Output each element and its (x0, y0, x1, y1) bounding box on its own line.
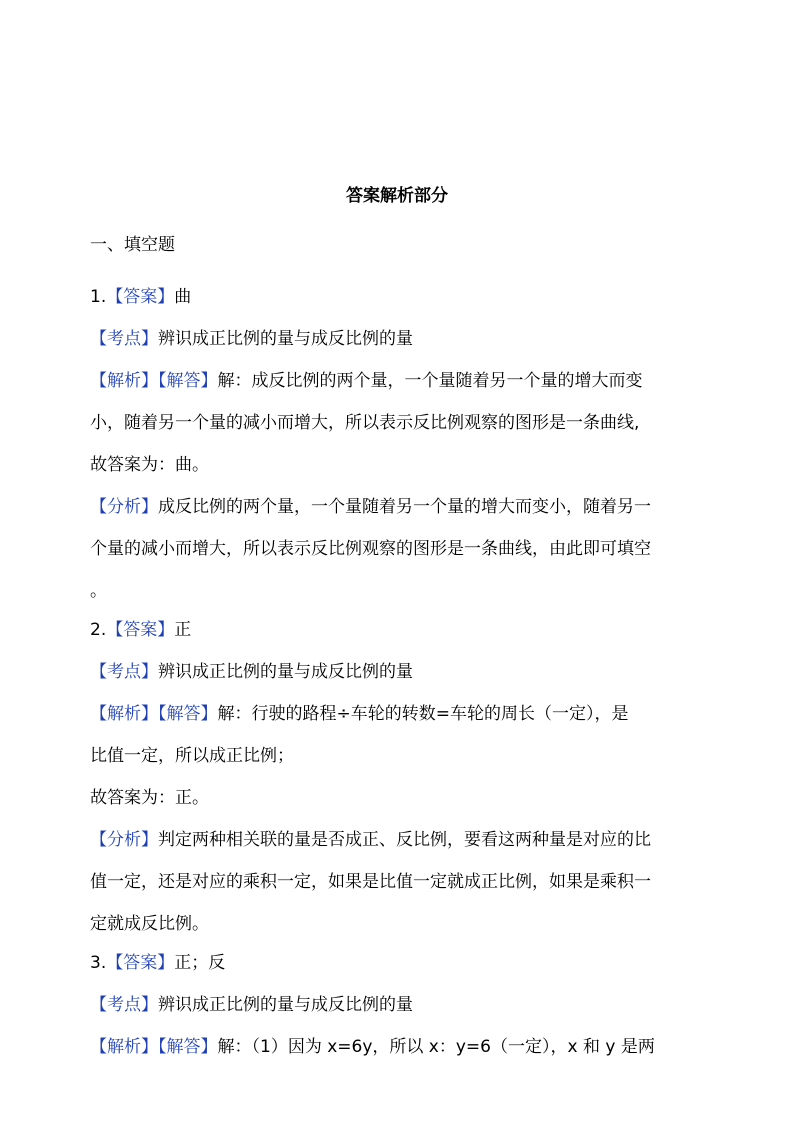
q1-number: 1. (90, 287, 107, 307)
answer-tag: 【答案】 (106, 953, 175, 973)
q1-fenxi-line-3: 。 (90, 581, 107, 601)
analysis-tag: 【解析】 (90, 1037, 158, 1057)
q1-answer-line (90, 284, 710, 310)
solution-tag: 【解答】 (158, 1037, 218, 1057)
q2-answer-line (90, 617, 710, 643)
q3-number: 3. (90, 953, 107, 973)
point-tag: 【考点】 (90, 995, 158, 1015)
q2-point: 辨识成正比例的量与成反比例的量 (158, 662, 413, 682)
q1-answer: 曲 (174, 287, 192, 307)
q2-fenxi-line-1 (90, 827, 710, 853)
q1-analysis-line-1 (90, 368, 710, 394)
q2-point-line (90, 659, 710, 685)
solution-tag: 【解答】 (158, 371, 218, 391)
q2-analysis-text-1: 解：行驶的路程÷车轮的转数=车轮的周长（一定），是 (217, 704, 629, 724)
q1-analysis-line-2: 小，随着另一个量的减小而增大，所以表示反比例观察的图形是一条曲线, (90, 413, 640, 433)
q1-analysis-line-3: 故答案为：曲。 (90, 455, 209, 475)
q1-fenxi-text-1: 成反比例的两个量，一个量随着另一个量的增大而变小，随着另一 (158, 497, 651, 517)
analysis-tag: 【解析】 (90, 704, 158, 724)
section-title: 一、填空题 (90, 235, 175, 255)
q3-answer-line (90, 950, 710, 976)
fenxi-tag: 【分析】 (90, 830, 158, 850)
answer-tag: 【答案】 (106, 287, 175, 307)
point-tag: 【考点】 (90, 662, 158, 682)
fenxi-tag: 【分析】 (90, 497, 158, 517)
q2-number: 2. (90, 620, 107, 640)
page-title: 答案解析部分 (346, 186, 448, 206)
q3-point-line (90, 992, 710, 1018)
q3-answer: 正；反 (174, 953, 226, 973)
point-tag: 【考点】 (90, 329, 158, 349)
q1-analysis-text-1: 解：成反比例的两个量，一个量随着另一个量的增大而变 (217, 371, 643, 391)
q2-analysis-line-1 (90, 701, 710, 727)
q1-point: 辨识成正比例的量与成反比例的量 (158, 329, 413, 349)
q2-analysis-line-2: 比值一定，所以成正比例； (90, 746, 294, 766)
answer-tag: 【答案】 (106, 620, 175, 640)
q3-point: 辨识成正比例的量与成反比例的量 (158, 995, 413, 1015)
q2-analysis-line-3: 故答案为：正。 (90, 788, 209, 808)
q1-fenxi-line-2: 个量的减小而增大，所以表示反比例观察的图形是一条曲线，由此即可填空 (90, 539, 651, 559)
solution-tag: 【解答】 (158, 704, 218, 724)
q2-fenxi-line-3: 定就成反比例。 (90, 914, 209, 934)
q2-fenxi-text-1: 判定两种相关联的量是否成正、反比例，要看这两种量是对应的比 (158, 830, 651, 850)
q3-analysis-line-1 (90, 1034, 710, 1060)
q2-fenxi-line-2: 值一定，还是对应的乘积一定，如果是比值一定就成正比例，如果是乘积一 (90, 872, 651, 892)
q2-answer: 正 (174, 620, 192, 640)
q1-fenxi-line-1 (90, 494, 710, 520)
q1-point-line (90, 326, 710, 352)
analysis-tag: 【解析】 (90, 371, 158, 391)
q3-analysis-text-1: 解：（1）因为 x=6y，所以 x：y=6（一定），x 和 y 是两 (217, 1037, 655, 1057)
